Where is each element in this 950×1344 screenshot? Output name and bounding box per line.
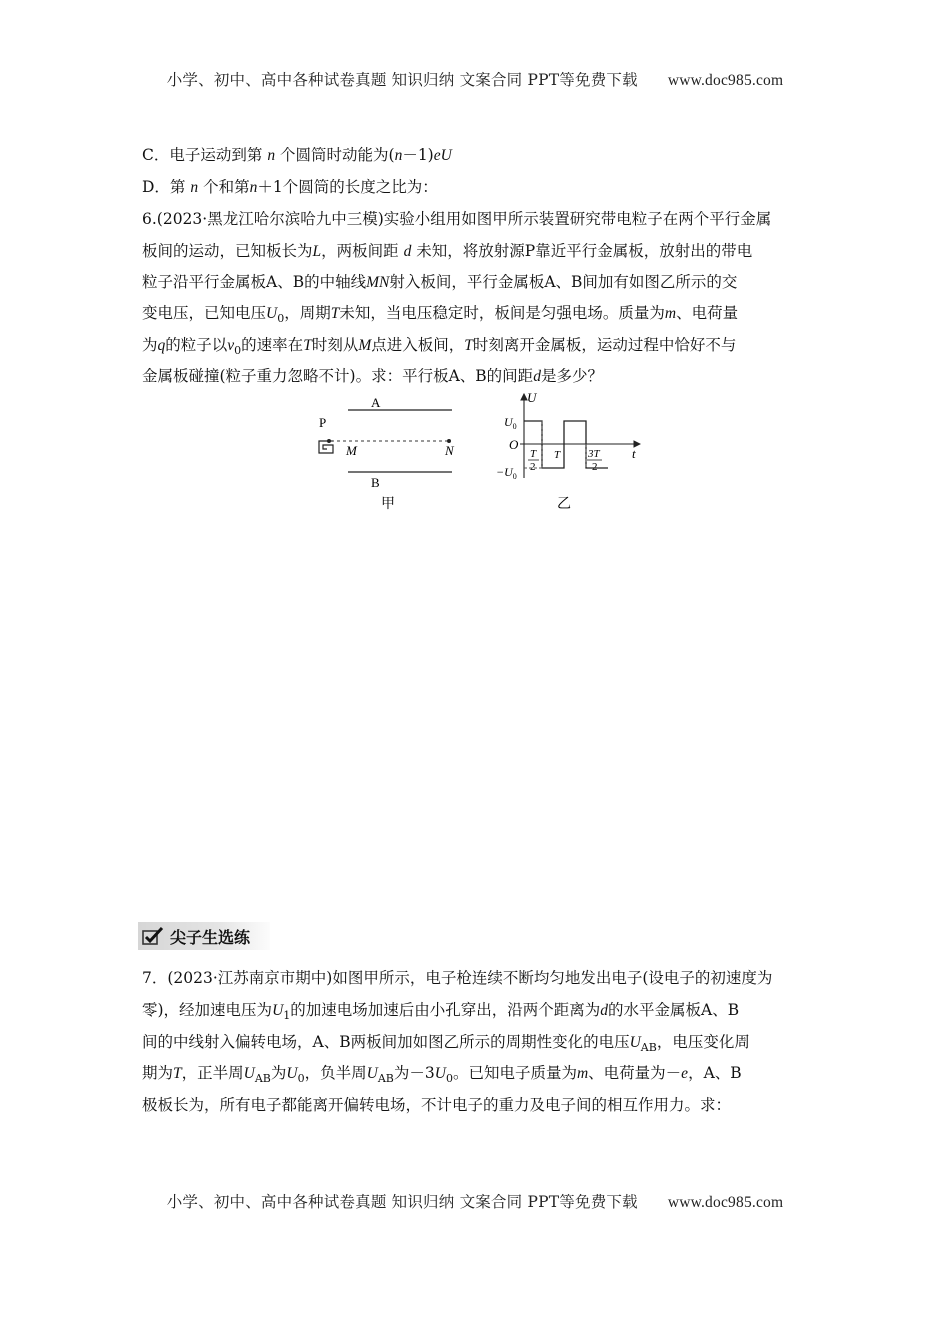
figure-yi <box>494 390 649 520</box>
caption-jia: 甲 <box>381 496 395 512</box>
header-site: www.doc985.com <box>667 72 784 89</box>
q6-line-1: 6.(2023·黑龙江哈尔滨哈九中三模)实验小组用如图甲所示装置研究带电粒子在两个平行金属 <box>142 210 772 228</box>
u-axis-label: U <box>527 390 537 405</box>
option-c: C．电子运动到第 n 个圆筒时动能为(n－1)eU <box>142 146 452 164</box>
plate-a-label: A <box>371 395 381 410</box>
q7-line-3: 间的中线射入偏转电场，A、B两板间加如图乙所示的周期性变化的电压$U_{AB}$，电压变化周 <box>142 1033 750 1055</box>
option-d: D．第 n 个和第n＋1个圆筒的长度之比为： <box>142 178 438 196</box>
caption-yi: 乙 <box>557 496 571 512</box>
t-axis-label: t <box>632 446 636 461</box>
check-pencil-icon <box>142 926 166 946</box>
tick-half-t-den: 2 <box>530 461 536 473</box>
q7-line-2: 零)，经加速电压为$U_1$的加速电场加速后由小孔穿出，沿两个距离为d的水平金属板A、B <box>142 1001 740 1023</box>
page-header <box>0 68 950 90</box>
tick-half-t-num: T <box>530 448 537 460</box>
q6-line-6: 金属板碰撞(粒子重力忽略不计)。求：平行板A、B的间距d是多少？ <box>142 367 603 385</box>
source-label: P <box>319 415 327 430</box>
q7-line-4: 期为T，正半周$U_{AB}$为$U_0$，负半周$U_{AB}$为$-3U_0$。已知电子质量为m、电荷量为－e，A、B <box>142 1064 742 1086</box>
footer-site: www.doc985.com <box>667 1194 784 1211</box>
q6-line-2: 板间的运动，已知板长为L，两板间距 d 未知，将放射源P靠近平行金属板，放射出的带电 <box>142 242 753 260</box>
q7-line-5: 极板长为，所有电子都能离开偏转电场，不计电子的重力及电子间的相互作用力。求： <box>142 1096 732 1114</box>
q7-line-1: 7．(2023·江苏南京市期中)如图甲所示，电子枪连续不断均匀地发出电子(设电子的初速度为 <box>142 969 773 987</box>
plate-b-label: B <box>371 475 380 490</box>
origin-label: O <box>509 437 519 452</box>
section-title: 尖子生选练 <box>170 928 251 947</box>
point-n-label: N <box>445 443 454 458</box>
source-point <box>327 439 331 443</box>
q6-line-3: 粒子沿平行金属板A、B的中轴线MN射入板间，平行金属板A、B间加有如图乙所示的交 <box>142 273 738 291</box>
q6-line-5: 为q的粒子以$v_0$的速率在T时刻从M点进入板间，T时刻离开金属板，运动过程中恰好不与 <box>142 336 737 358</box>
tick-t: T <box>554 449 561 461</box>
q6-line-4: 变电压，已知电压$U_0$，周期T未知，当电压稳定时，板间是匀强电场。质量为m、电荷量 <box>142 304 739 326</box>
footer-text: 小学、初中、高中各种试卷真题 知识归纳 文案合同 PPT等免费下载 <box>166 1193 638 1211</box>
page-footer <box>0 1190 950 1212</box>
tick-3half-t-den: 2 <box>592 461 598 473</box>
u0-label: $U_0$ <box>504 415 517 431</box>
neg-u0-label: $-U_0$ <box>496 465 517 481</box>
header-text: 小学、初中、高中各种试卷真题 知识归纳 文案合同 PPT等免费下载 <box>166 71 638 89</box>
figure-jia <box>314 390 474 520</box>
section-banner <box>138 922 270 950</box>
point-m-label: M <box>346 443 357 458</box>
tick-3half-t-num: 3T <box>588 448 600 460</box>
source-box <box>319 441 333 453</box>
